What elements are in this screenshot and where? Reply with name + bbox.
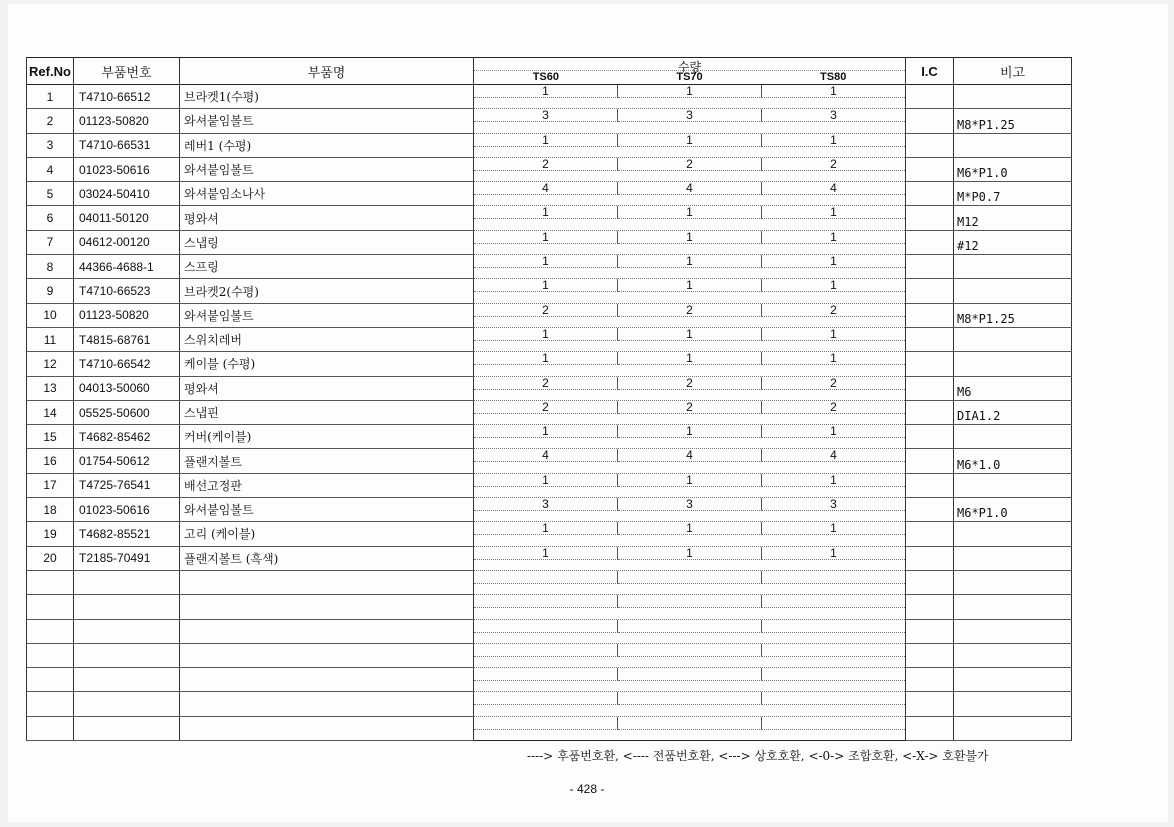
part-name-cell: 브라켓2(수평) — [180, 279, 474, 303]
compatibility-legend: ----> 후품번호환, <---- 전품번호환, <---> 상호호환, <-0-> 조합호환, <-X-> 호환불가 — [527, 749, 989, 763]
part-no-cell: T2185-70491 — [74, 546, 180, 570]
quantity-cell — [474, 352, 906, 376]
quantity-ts80: 1 — [762, 255, 905, 268]
ref-no-cell: 12 — [27, 352, 74, 376]
part-no-cell: T4710-66512 — [74, 85, 180, 109]
part-no-cell: T4710-66542 — [74, 352, 180, 376]
part-name-cell: 스냅핀 — [180, 400, 474, 424]
remark-cell: M6*P1.0 — [954, 157, 1072, 181]
quantity-ts60: 1 — [474, 85, 618, 98]
quantity-cell — [474, 498, 906, 522]
quantity-ts60: 2 — [474, 158, 618, 171]
remark-cell — [954, 522, 1072, 546]
ref-no-cell — [27, 643, 74, 667]
quantity-ts60: 1 — [474, 352, 618, 365]
quantity-ts60: 1 — [474, 231, 618, 244]
ic-cell — [906, 619, 954, 643]
quantity-ts70: 2 — [618, 377, 762, 390]
quantity-ts80: 1 — [762, 352, 905, 365]
part-name-cell: 와셔붙임소나사 — [180, 182, 474, 206]
quantity-cell — [474, 279, 906, 303]
table-row — [27, 522, 1072, 546]
table-row — [27, 279, 1072, 303]
quantity-ts80 — [762, 620, 905, 633]
ref-no-cell: 2 — [27, 109, 74, 133]
part-name-cell: 케이블 (수평) — [180, 352, 474, 376]
quantity-ts60 — [474, 595, 618, 608]
part-name-cell: 커버(케이블) — [180, 425, 474, 449]
remark-cell — [954, 643, 1072, 667]
ref-no-cell — [27, 692, 74, 716]
quantity-ts80: 1 — [762, 474, 905, 487]
part-name-cell — [180, 619, 474, 643]
quantity-ts70: 1 — [618, 522, 762, 535]
quantity-cell — [474, 400, 906, 424]
table-row — [27, 352, 1072, 376]
part-no-cell — [74, 595, 180, 619]
remark-cell — [954, 546, 1072, 570]
part-name-cell: 와셔붙임볼트 — [180, 303, 474, 327]
part-no-cell: 04612-00120 — [74, 230, 180, 254]
quantity-ts70: 2 — [618, 304, 762, 317]
quantity-ts80: 4 — [762, 449, 905, 462]
quantity-ts70: 4 — [618, 182, 762, 195]
quantity-ts80: 3 — [762, 109, 905, 122]
quantity-ts70: 1 — [618, 352, 762, 365]
ref-no-cell: 18 — [27, 498, 74, 522]
part-no-cell: 01123-50820 — [74, 303, 180, 327]
quantity-ts70 — [618, 595, 762, 608]
quantity-ts60: 4 — [474, 449, 618, 462]
table-row — [27, 133, 1072, 157]
quantity-ts70 — [618, 717, 762, 730]
quantity-ts80: 1 — [762, 85, 905, 98]
quantity-ts70: 1 — [618, 231, 762, 244]
remark-cell — [954, 352, 1072, 376]
table-row — [27, 716, 1072, 740]
quantity-ts80: 3 — [762, 498, 905, 511]
page-number: - 428 - — [569, 782, 605, 796]
table-row — [27, 400, 1072, 424]
ref-no-cell: 7 — [27, 230, 74, 254]
header-quantity-label: 수량 — [677, 60, 702, 74]
ic-cell — [906, 85, 954, 109]
quantity-ts60: 3 — [474, 498, 618, 511]
part-name-cell: 배선고정판 — [180, 473, 474, 497]
table-row — [27, 546, 1072, 570]
quantity-ts70 — [618, 644, 762, 657]
ref-no-cell: 1 — [27, 85, 74, 109]
remark-cell — [954, 85, 1072, 109]
ic-cell — [906, 182, 954, 206]
quantity-ts60: 1 — [474, 547, 618, 560]
part-name-cell — [180, 668, 474, 692]
ic-cell — [906, 473, 954, 497]
header-ref-no: Ref.No — [27, 58, 74, 85]
ref-no-cell — [27, 570, 74, 594]
quantity-cell — [474, 327, 906, 351]
remark-cell — [954, 255, 1072, 279]
quantity-ts60: 4 — [474, 182, 618, 195]
table-row — [27, 473, 1072, 497]
part-name-cell — [180, 643, 474, 667]
ic-cell — [906, 570, 954, 594]
quantity-ts70: 1 — [618, 134, 762, 147]
remark-cell: M8*P1.25 — [954, 109, 1072, 133]
part-name-cell: 스냅링 — [180, 230, 474, 254]
remark-cell: M6*P1.0 — [954, 498, 1072, 522]
quantity-ts80: 1 — [762, 547, 905, 560]
part-name-cell: 레버1 (수평) — [180, 133, 474, 157]
quantity-ts60 — [474, 644, 618, 657]
table-row — [27, 425, 1072, 449]
part-no-cell: 01023-50616 — [74, 157, 180, 181]
quantity-ts80: 2 — [762, 158, 905, 171]
ref-no-cell: 13 — [27, 376, 74, 400]
quantity-cell — [474, 668, 906, 692]
quantity-ts80 — [762, 595, 905, 608]
ic-cell — [906, 449, 954, 473]
quantity-cell — [474, 182, 906, 206]
quantity-cell — [474, 473, 906, 497]
quantity-ts80: 2 — [762, 377, 905, 390]
quantity-ts60: 2 — [474, 401, 618, 414]
remark-cell: DIA1.2 — [954, 400, 1072, 424]
part-no-cell — [74, 692, 180, 716]
quantity-ts80: 1 — [762, 425, 905, 438]
remark-cell — [954, 595, 1072, 619]
quantity-ts80: 2 — [762, 401, 905, 414]
ic-cell — [906, 498, 954, 522]
part-no-cell — [74, 643, 180, 667]
ic-cell — [906, 522, 954, 546]
quantity-ts70: 2 — [618, 401, 762, 414]
remark-cell: M8*P1.25 — [954, 303, 1072, 327]
part-no-cell — [74, 716, 180, 740]
remark-cell: M6*1.0 — [954, 449, 1072, 473]
quantity-cell — [474, 255, 906, 279]
ref-no-cell: 16 — [27, 449, 74, 473]
part-name-cell — [180, 570, 474, 594]
ref-no-cell: 3 — [27, 133, 74, 157]
ref-no-cell: 15 — [27, 425, 74, 449]
part-name-cell: 플랜지볼트 (흑색) — [180, 546, 474, 570]
quantity-cell — [474, 133, 906, 157]
ref-no-cell: 5 — [27, 182, 74, 206]
quantity-ts80: 2 — [762, 304, 905, 317]
part-name-cell: 와셔붙임볼트 — [180, 498, 474, 522]
part-no-cell: T4710-66523 — [74, 279, 180, 303]
part-name-cell: 와셔붙임볼트 — [180, 109, 474, 133]
part-name-cell: 평와셔 — [180, 206, 474, 230]
quantity-ts60: 1 — [474, 255, 618, 268]
quantity-ts70: 1 — [618, 425, 762, 438]
quantity-ts60: 1 — [474, 328, 618, 341]
remark-cell — [954, 619, 1072, 643]
remark-cell — [954, 279, 1072, 303]
quantity-cell — [474, 85, 906, 109]
ref-no-cell: 6 — [27, 206, 74, 230]
quantity-cell — [474, 595, 906, 619]
table-row — [27, 85, 1072, 109]
ref-no-cell — [27, 668, 74, 692]
quantity-cell — [474, 425, 906, 449]
ic-cell — [906, 643, 954, 667]
table-row — [27, 449, 1072, 473]
quantity-ts80 — [762, 571, 905, 584]
part-no-cell: T4815-68761 — [74, 327, 180, 351]
quantity-ts60 — [474, 717, 618, 730]
quantity-cell — [474, 109, 906, 133]
ic-cell — [906, 279, 954, 303]
quantity-ts70: 3 — [618, 109, 762, 122]
header-part-name: 부품명 — [180, 58, 474, 85]
remark-cell: #12 — [954, 230, 1072, 254]
ic-cell — [906, 352, 954, 376]
ic-cell — [906, 716, 954, 740]
quantity-ts80 — [762, 692, 905, 705]
quantity-ts60: 2 — [474, 304, 618, 317]
table-row — [27, 303, 1072, 327]
quantity-cell — [474, 157, 906, 181]
ref-no-cell: 19 — [27, 522, 74, 546]
part-no-cell: 01023-50616 — [74, 498, 180, 522]
quantity-ts70: 1 — [618, 255, 762, 268]
ref-no-cell: 9 — [27, 279, 74, 303]
ref-no-cell: 11 — [27, 327, 74, 351]
quantity-ts70 — [618, 620, 762, 633]
quantity-ts70: 1 — [618, 279, 762, 292]
part-no-cell — [74, 668, 180, 692]
quantity-ts70: 1 — [618, 474, 762, 487]
ref-no-cell — [27, 595, 74, 619]
part-name-cell: 브라켓1(수평) — [180, 85, 474, 109]
quantity-ts70: 4 — [618, 449, 762, 462]
quantity-ts80: 4 — [762, 182, 905, 195]
ic-cell — [906, 595, 954, 619]
remark-cell: M6 — [954, 376, 1072, 400]
ic-cell — [906, 206, 954, 230]
part-name-cell: 플랜지볼트 — [180, 449, 474, 473]
remark-cell — [954, 425, 1072, 449]
ic-cell — [906, 303, 954, 327]
part-name-cell — [180, 595, 474, 619]
ref-no-cell — [27, 716, 74, 740]
part-no-cell: T4710-66531 — [74, 133, 180, 157]
part-name-cell: 고리 (케이블) — [180, 522, 474, 546]
table-row — [27, 643, 1072, 667]
table-row — [27, 206, 1072, 230]
quantity-ts60: 1 — [474, 522, 618, 535]
header-model-ts60: TS60 — [532, 71, 559, 83]
part-name-cell: 스프링 — [180, 255, 474, 279]
quantity-ts60 — [474, 692, 618, 705]
part-name-cell: 스위치레버 — [180, 327, 474, 351]
remark-cell — [954, 327, 1072, 351]
quantity-ts70: 1 — [618, 328, 762, 341]
quantity-ts60: 1 — [474, 425, 618, 438]
ref-no-cell: 14 — [27, 400, 74, 424]
table-row — [27, 570, 1072, 594]
ref-no-cell — [27, 619, 74, 643]
quantity-cell — [474, 546, 906, 570]
quantity-ts60: 1 — [474, 206, 618, 219]
remark-cell — [954, 473, 1072, 497]
remark-cell — [954, 668, 1072, 692]
header-remarks: 비고 — [954, 58, 1072, 85]
quantity-cell — [474, 449, 906, 473]
quantity-ts80 — [762, 644, 905, 657]
quantity-ts60: 1 — [474, 279, 618, 292]
quantity-cell — [474, 692, 906, 716]
quantity-ts60: 1 — [474, 474, 618, 487]
quantity-ts70 — [618, 668, 762, 681]
remark-cell — [954, 716, 1072, 740]
part-no-cell: 04011-50120 — [74, 206, 180, 230]
quantity-ts60: 3 — [474, 109, 618, 122]
part-no-cell — [74, 570, 180, 594]
header-quantity — [474, 58, 906, 85]
table-row — [27, 157, 1072, 181]
ic-cell — [906, 546, 954, 570]
part-no-cell: 01754-50612 — [74, 449, 180, 473]
part-no-cell: 44366-4688-1 — [74, 255, 180, 279]
part-name-cell: 와셔붙임볼트 — [180, 157, 474, 181]
ic-cell — [906, 400, 954, 424]
quantity-ts60: 1 — [474, 134, 618, 147]
table-row — [27, 109, 1072, 133]
quantity-ts60 — [474, 668, 618, 681]
part-no-cell: T4682-85462 — [74, 425, 180, 449]
quantity-ts70: 1 — [618, 85, 762, 98]
quantity-ts70: 1 — [618, 206, 762, 219]
ref-no-cell: 8 — [27, 255, 74, 279]
header-model-ts70: TS70 — [676, 71, 703, 83]
quantity-ts80: 1 — [762, 279, 905, 292]
header-model-ts80: TS80 — [820, 71, 847, 83]
quantity-ts80: 1 — [762, 522, 905, 535]
quantity-cell — [474, 303, 906, 327]
remark-cell — [954, 570, 1072, 594]
table-row — [27, 619, 1072, 643]
parts-table — [26, 57, 1072, 741]
remark-cell: M*P0.7 — [954, 182, 1072, 206]
ref-no-cell: 20 — [27, 546, 74, 570]
quantity-ts70 — [618, 571, 762, 584]
ic-cell — [906, 425, 954, 449]
quantity-ts60: 2 — [474, 377, 618, 390]
quantity-ts80: 1 — [762, 231, 905, 244]
table-row — [27, 327, 1072, 351]
remark-cell — [954, 692, 1072, 716]
quantity-cell — [474, 570, 906, 594]
header-part-no: 부품번호 — [74, 58, 180, 85]
part-no-cell: 03024-50410 — [74, 182, 180, 206]
ref-no-cell: 10 — [27, 303, 74, 327]
table-row — [27, 498, 1072, 522]
part-no-cell: 05525-50600 — [74, 400, 180, 424]
quantity-ts60 — [474, 571, 618, 584]
quantity-cell — [474, 522, 906, 546]
ic-cell — [906, 376, 954, 400]
part-no-cell: T4682-85521 — [74, 522, 180, 546]
part-name-cell — [180, 692, 474, 716]
quantity-cell — [474, 643, 906, 667]
quantity-ts70: 3 — [618, 498, 762, 511]
table-row — [27, 230, 1072, 254]
part-no-cell: T4725-76541 — [74, 473, 180, 497]
ref-no-cell: 4 — [27, 157, 74, 181]
quantity-ts80: 1 — [762, 134, 905, 147]
table-row — [27, 255, 1072, 279]
quantity-ts70: 1 — [618, 547, 762, 560]
header-ic: I.C — [906, 58, 954, 85]
part-no-cell: 04013-50060 — [74, 376, 180, 400]
part-no-cell — [74, 619, 180, 643]
quantity-cell — [474, 230, 906, 254]
table-row — [27, 595, 1072, 619]
quantity-cell — [474, 376, 906, 400]
quantity-ts70 — [618, 692, 762, 705]
ic-cell — [906, 157, 954, 181]
ic-cell — [906, 109, 954, 133]
table-header-row — [27, 58, 1072, 85]
quantity-cell — [474, 619, 906, 643]
part-name-cell: 평와셔 — [180, 376, 474, 400]
ref-no-cell: 17 — [27, 473, 74, 497]
quantity-ts60 — [474, 620, 618, 633]
quantity-ts80 — [762, 717, 905, 730]
quantity-ts70: 2 — [618, 158, 762, 171]
part-name-cell — [180, 716, 474, 740]
ic-cell — [906, 692, 954, 716]
ic-cell — [906, 133, 954, 157]
quantity-cell — [474, 206, 906, 230]
remark-cell: M12 — [954, 206, 1072, 230]
quantity-ts80: 1 — [762, 206, 905, 219]
remark-cell — [954, 133, 1072, 157]
quantity-ts80: 1 — [762, 328, 905, 341]
table-row — [27, 692, 1072, 716]
table-row — [27, 182, 1072, 206]
ic-cell — [906, 255, 954, 279]
quantity-ts80 — [762, 668, 905, 681]
ic-cell — [906, 327, 954, 351]
ic-cell — [906, 230, 954, 254]
quantity-cell — [474, 716, 906, 740]
table-row — [27, 668, 1072, 692]
part-no-cell: 01123-50820 — [74, 109, 180, 133]
ic-cell — [906, 668, 954, 692]
table-row — [27, 376, 1072, 400]
